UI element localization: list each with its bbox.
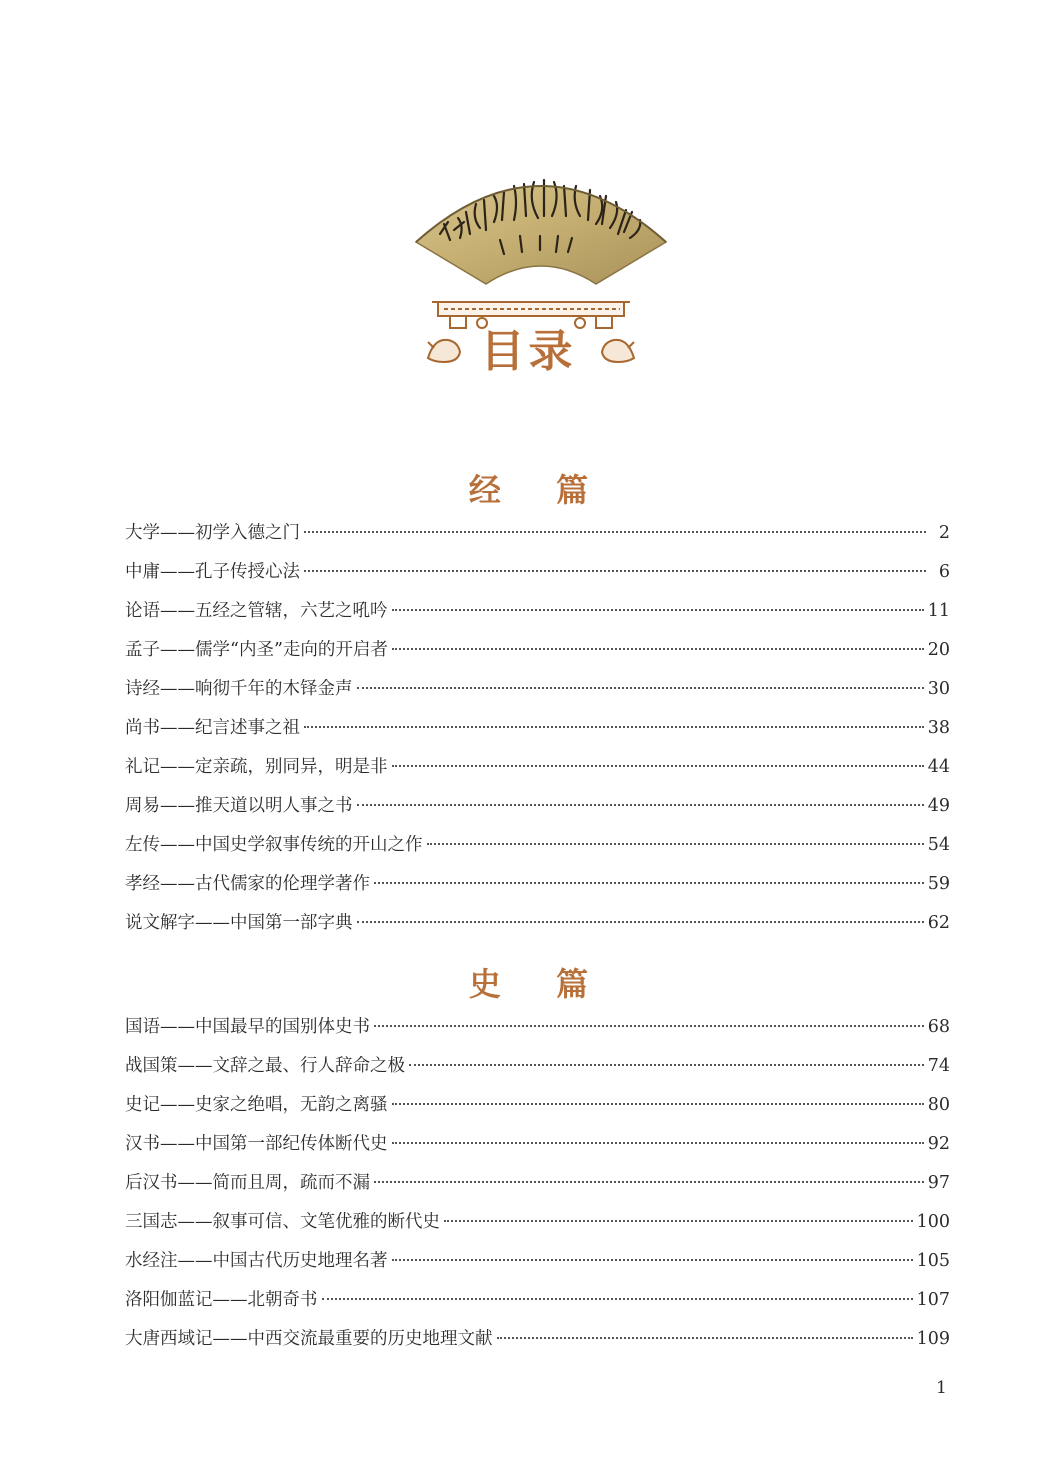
dot-leader (304, 531, 926, 533)
toc-list-jing (125, 514, 950, 943)
toc-entry-title: 说文解字——中国第一部字典 (125, 913, 353, 933)
toc-list-shi (125, 1008, 950, 1359)
toc-entry-title: 诗经——响彻千年的木铎金声 (125, 679, 353, 699)
toc-entry-title: 三国志——叙事可信、文笔优雅的断代史 (125, 1212, 440, 1232)
toc-entry[interactable] (125, 904, 950, 943)
toc-entry-page: 100 (916, 1212, 950, 1232)
dot-leader (497, 1337, 913, 1339)
toc-entry-page: 92 (927, 1134, 950, 1154)
toc-entry-title: 尚书——纪言述事之祖 (125, 718, 300, 738)
dot-leader (357, 687, 924, 689)
toc-entry-page: 97 (927, 1173, 950, 1193)
section-heading-shi: 史 篇 (468, 965, 611, 1003)
toc-entry-title: 汉书——中国第一部纪传体断代史 (125, 1134, 388, 1154)
toc-entry-title: 孟子——儒学“内圣”走向的开启者 (125, 640, 388, 660)
toc-entry-page: 62 (927, 913, 950, 933)
dot-leader (374, 1025, 924, 1027)
toc-entry-title: 大唐西域记——中西交流最重要的历史地理文献 (125, 1329, 493, 1349)
toc-entry-title: 论语——五经之管辖，六艺之吼吟 (125, 601, 388, 621)
toc-entry-page: 38 (927, 718, 950, 738)
toc-entry-page: 68 (927, 1017, 950, 1037)
dot-leader (392, 1103, 924, 1105)
dot-leader (392, 1259, 913, 1261)
toc-entry-page: 54 (927, 835, 950, 855)
toc-entry[interactable] (125, 670, 950, 709)
toc-entry-page: 59 (927, 874, 950, 894)
dot-leader (374, 1181, 924, 1183)
dot-leader (392, 648, 924, 650)
dot-leader (322, 1298, 913, 1300)
calligraphy-fan-image (410, 160, 672, 292)
toc-entry-title: 战国策——文辞之最、行人辞命之极 (125, 1056, 405, 1076)
toc-entry-title: 周易——推天道以明人事之书 (125, 796, 353, 816)
toc-entry[interactable] (125, 1242, 950, 1281)
toc-entry-page: 74 (927, 1056, 950, 1076)
toc-entry-page: 20 (927, 640, 950, 660)
toc-entry[interactable] (125, 1125, 950, 1164)
page-title: 目录 (480, 326, 577, 377)
toc-entry[interactable] (125, 1203, 950, 1242)
toc-entry-title: 孝经——古代儒家的伦理学著作 (125, 874, 370, 894)
toc-entry[interactable] (125, 787, 950, 826)
dot-leader (357, 804, 924, 806)
dot-leader (444, 1220, 913, 1222)
page-number: 1 (936, 1378, 947, 1398)
toc-entry-title: 国语——中国最早的国别体史书 (125, 1017, 370, 1037)
toc-entry-title: 水经注——中国古代历史地理名著 (125, 1251, 388, 1271)
toc-entry-title: 左传——中国史学叙事传统的开山之作 (125, 835, 423, 855)
toc-entry-page: 11 (927, 601, 950, 621)
toc-entry-title: 史记——史家之绝唱，无韵之离骚 (125, 1095, 388, 1115)
toc-entry-title: 洛阳伽蓝记——北朝奇书 (125, 1290, 318, 1310)
dot-leader (392, 765, 924, 767)
toc-entry-page: 105 (916, 1251, 950, 1271)
toc-entry-page: 49 (927, 796, 950, 816)
toc-entry[interactable] (125, 748, 950, 787)
dot-leader (409, 1064, 924, 1066)
toc-entry[interactable] (125, 709, 950, 748)
toc-entry[interactable] (125, 1320, 950, 1359)
toc-entry[interactable] (125, 826, 950, 865)
dot-leader (374, 882, 924, 884)
toc-entry[interactable] (125, 1281, 950, 1320)
toc-entry-page: 6 (938, 562, 950, 582)
toc-entry-title: 大学——初学入德之门 (125, 523, 300, 543)
toc-entry[interactable] (125, 1047, 950, 1086)
dot-leader (304, 570, 926, 572)
dot-leader (392, 1142, 924, 1144)
toc-entry-page: 109 (916, 1329, 950, 1349)
toc-entry-title: 中庸——孔子传授心法 (125, 562, 300, 582)
dot-leader (304, 726, 924, 728)
toc-entry[interactable] (125, 1008, 950, 1047)
dot-leader (427, 843, 924, 845)
toc-entry[interactable] (125, 1086, 950, 1125)
dot-leader (357, 921, 924, 923)
toc-entry-page: 2 (938, 523, 950, 543)
toc-entry[interactable] (125, 631, 950, 670)
toc-entry-page: 44 (927, 757, 950, 777)
dot-leader (392, 609, 924, 611)
toc-entry[interactable] (125, 1164, 950, 1203)
toc-entry-page: 80 (927, 1095, 950, 1115)
toc-entry-page: 30 (927, 679, 950, 699)
toc-entry[interactable] (125, 514, 950, 553)
toc-entry-page: 107 (916, 1290, 950, 1310)
toc-entry-title: 后汉书——简而且周，疏而不漏 (125, 1173, 370, 1193)
section-heading-jing: 经 篇 (468, 471, 611, 509)
toc-entry[interactable] (125, 553, 950, 592)
toc-entry[interactable] (125, 592, 950, 631)
toc-entry-title: 礼记——定亲疏，别同异，明是非 (125, 757, 388, 777)
toc-entry[interactable] (125, 865, 950, 904)
